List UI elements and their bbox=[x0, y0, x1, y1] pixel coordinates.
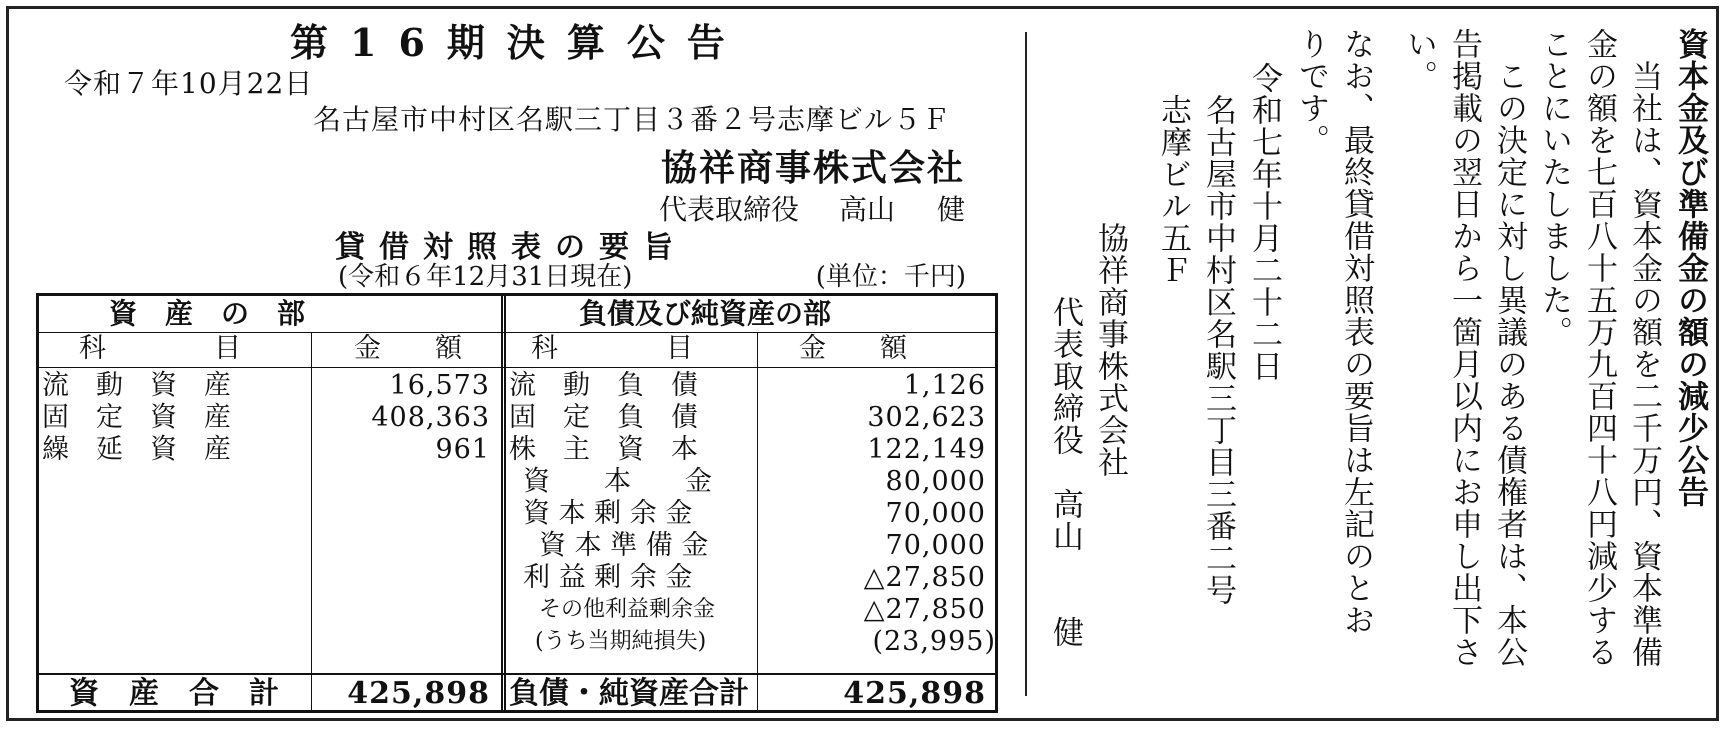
notice-line: 金の額を七百八十五万九百四十八円減少する bbox=[1581, 28, 1617, 668]
liability-label: 利 益 剰 余 金 bbox=[523, 562, 693, 593]
liability-value: 302,623 bbox=[867, 402, 986, 433]
liabilities-column-divider bbox=[757, 332, 758, 710]
assets-header: 資 産 の 部 bbox=[109, 297, 306, 330]
assets-col-item: 科 目 bbox=[79, 333, 241, 364]
assets-col-amount: 金 額 bbox=[354, 333, 462, 364]
balance-sheet-unit: (単位：千円) bbox=[815, 262, 966, 292]
liability-label: 資 本 剰 余 金 bbox=[523, 498, 693, 529]
notice-title: 第16期決算公告 bbox=[290, 20, 747, 65]
notice-line: なお、最終貸借対照表の要旨は左記のとお bbox=[1338, 28, 1374, 636]
notice-address-building: 志摩ビル五Ｆ bbox=[1155, 62, 1191, 286]
liabilities-header: 負債及び純資産の部 bbox=[579, 297, 832, 330]
liability-value: 80,000 bbox=[885, 466, 986, 497]
notice-address: 名古屋市中村区名駅三丁目三番二号 bbox=[1200, 62, 1236, 606]
balance-sheet-date: (令和６年12月31日現在) bbox=[338, 262, 633, 292]
balance-sheet-table bbox=[36, 293, 998, 713]
liability-value: 70,000 bbox=[885, 498, 986, 529]
liabilities-total-value: 425,898 bbox=[843, 676, 986, 711]
assets-total-value: 425,898 bbox=[347, 676, 490, 711]
notice-line: この決定に対し異議のある債権者は、本公 bbox=[1491, 28, 1527, 668]
liability-label: 資 本 金 bbox=[523, 466, 712, 497]
liability-value: 1,126 bbox=[903, 370, 986, 401]
liability-label: 株 主 資 本 bbox=[509, 434, 698, 465]
asset-label: 固 定 資 産 bbox=[42, 402, 231, 433]
assets-total-label: 資 産 合 計 bbox=[69, 676, 279, 711]
representative-surname: 高山 bbox=[838, 193, 895, 226]
liabilities-col-item: 科 目 bbox=[531, 333, 693, 364]
liability-value: △27,850 bbox=[863, 594, 986, 625]
asset-label: 繰 延 資 産 bbox=[42, 434, 231, 465]
liability-label: その他利益剰余金 bbox=[539, 597, 716, 622]
notice-heading: 資本金及び準備金の額の減少公告 bbox=[1672, 28, 1708, 508]
section-divider bbox=[501, 296, 506, 710]
liability-label: (うち当期純損失) bbox=[535, 629, 707, 654]
capital-reduction-notice bbox=[1024, 28, 1714, 708]
notice-line: 告掲載の翌日から一箇月以内にお申し出下さ bbox=[1446, 28, 1482, 668]
liability-value: △27,850 bbox=[863, 562, 986, 593]
company-address: 名古屋市中村区名駅三丁目３番２号志摩ビル５Ｆ bbox=[312, 103, 951, 136]
notice-date: 令和７年10月22日 bbox=[64, 67, 314, 100]
assets-column-divider bbox=[311, 332, 312, 710]
asset-value: 961 bbox=[435, 434, 490, 465]
liabilities-total-label: 負債・純資産合計 bbox=[509, 676, 749, 711]
asset-value: 16,573 bbox=[389, 370, 490, 401]
representative bbox=[659, 188, 965, 228]
liability-value: 122,149 bbox=[867, 434, 986, 465]
representative-given-name: 健 bbox=[936, 193, 965, 226]
balance-sheet-title: 貸借対照表の要旨 bbox=[335, 230, 687, 265]
notice-company: 協祥商事株式会社 bbox=[1092, 62, 1128, 478]
liability-label: 資 本 準 備 金 bbox=[539, 530, 709, 561]
liability-label: 流 動 負 債 bbox=[509, 370, 698, 401]
company-name: 協祥商事株式会社 bbox=[660, 147, 965, 189]
notice-line: りです。 bbox=[1293, 28, 1329, 156]
representative-title: 代表取締役 bbox=[658, 193, 799, 226]
liability-value: 70,000 bbox=[885, 530, 986, 561]
total-divider bbox=[39, 673, 995, 675]
asset-label: 流 動 資 産 bbox=[42, 370, 231, 401]
column-header-divider bbox=[39, 367, 995, 368]
asset-value: 408,363 bbox=[371, 402, 490, 433]
liability-label: 固 定 負 債 bbox=[509, 402, 698, 433]
notice-line: ことにいたしました。 bbox=[1536, 28, 1572, 348]
liability-value: (23,995) bbox=[872, 626, 996, 657]
notice-line: 当社は、資本金の額を二千万円、資本準備 bbox=[1626, 28, 1662, 668]
notice-representative: 代表取締役 高山 健 bbox=[1047, 296, 1083, 648]
liabilities-col-amount: 金 額 bbox=[799, 333, 907, 364]
notice-line: い。 bbox=[1401, 28, 1437, 92]
notice-date: 令和七年十月二十二日 bbox=[1246, 62, 1282, 382]
